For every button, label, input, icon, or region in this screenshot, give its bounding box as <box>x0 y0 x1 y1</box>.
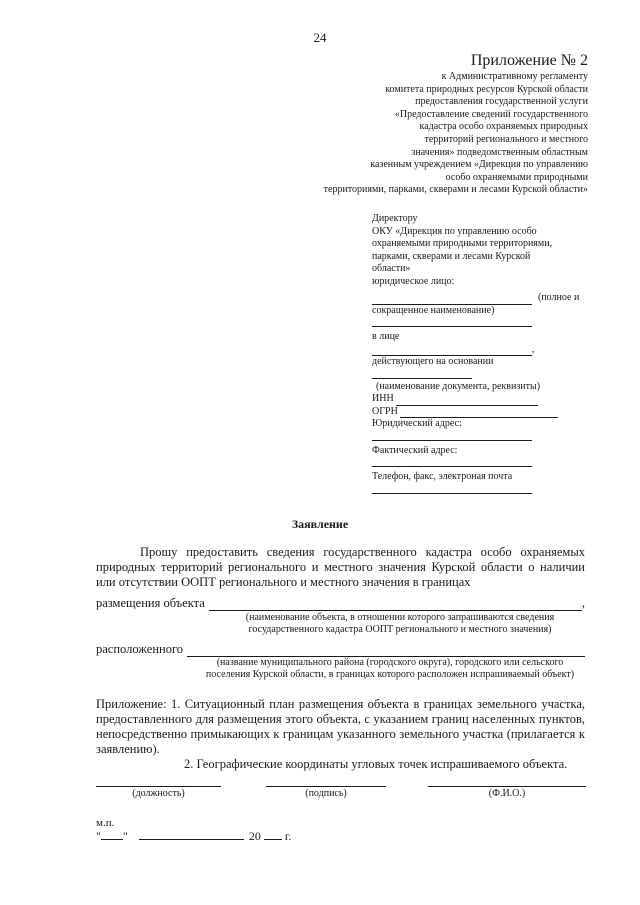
actual-address-label: Фактический адрес: <box>372 444 458 456</box>
represented-by-field[interactable] <box>372 344 597 357</box>
legal-entity-label: юридическое лицо: <box>372 275 455 287</box>
page-number: 24 <box>313 30 327 45</box>
fio-caption: (Ф.И.О.) <box>488 788 526 799</box>
inn-label: ИНН <box>372 393 394 404</box>
appendix-line: территориями, парками, скверами и лесами Курской области» <box>323 184 588 196</box>
appendix-line: территорий регионального и местного <box>424 133 588 145</box>
addressee-line: ОКУ «Дирекция по управлению особо <box>372 225 537 237</box>
contacts-blank[interactable] <box>372 493 532 494</box>
full-name-blank[interactable] <box>372 295 532 305</box>
legal-address-label: Юридический адрес: <box>372 418 462 429</box>
inn-blank[interactable] <box>396 395 538 406</box>
full-name-hint: (полное и <box>538 292 580 303</box>
appendix-line: предоставления государственной услуги <box>415 96 588 108</box>
fio-signature-line[interactable] <box>428 786 586 787</box>
year-suffix: г. <box>284 829 292 843</box>
attachment-2: 2. Географические координаты угловых точек испрашиваемого объекта. <box>184 757 568 771</box>
sign-caption: (подпись) <box>305 788 347 799</box>
ogrn-label: ОГРН <box>372 405 398 417</box>
date-field[interactable] <box>96 829 291 844</box>
inn-field[interactable] <box>372 393 597 406</box>
appendix-reference <box>258 71 588 197</box>
addressee-line: области» <box>372 263 411 274</box>
location-blank[interactable] <box>187 645 585 657</box>
month-blank[interactable] <box>139 829 244 840</box>
full-name-field[interactable] <box>372 292 597 305</box>
statement-title: Заявление <box>291 517 349 531</box>
appendix-line: значения» подведомственным областным <box>411 146 588 158</box>
day-blank[interactable] <box>101 829 123 840</box>
addressee-line: охраняемыми природными территориями, <box>372 238 553 249</box>
object-hint-line: (наименование объекта, в отношении которого запрашиваются сведения <box>245 612 555 623</box>
quote-close: " <box>122 829 128 843</box>
short-name-hint: сокращенное наименование) <box>372 304 495 316</box>
document-hint: (наименование документа, реквизиты) <box>376 380 541 392</box>
location-hint-line: поселения Курской области, в границах которого расположен испрашиваемый объект) <box>205 669 575 680</box>
object-blank[interactable] <box>209 599 582 611</box>
comma: , <box>581 596 585 610</box>
location-hint-line: (название муниципального района (городского округа), городского или сельского <box>216 657 564 668</box>
comma: , <box>532 343 535 355</box>
year-blank[interactable] <box>264 829 282 840</box>
contacts-label: Телефон, факс, электроная почта <box>372 471 513 482</box>
appendix-title: Приложение № 2 <box>470 52 588 69</box>
sign-signature-line[interactable] <box>266 786 386 787</box>
addressee-line: Директору <box>372 213 418 224</box>
ogrn-blank[interactable] <box>400 407 558 418</box>
represented-by-label: в лице <box>372 331 400 342</box>
object-label: размещения объекта <box>96 596 205 610</box>
position-signature-line[interactable] <box>96 786 221 787</box>
basis-document-blank[interactable] <box>372 378 472 379</box>
appendix-line: «Предоставление сведений государственного <box>394 108 588 120</box>
appendix-line: кадастра особо охраняемых природных <box>419 121 588 133</box>
legal-address-blank[interactable] <box>372 440 532 441</box>
object-hint <box>215 612 585 636</box>
acting-on-basis-label: действующего на основании <box>372 356 494 367</box>
stamp-label: м.п. <box>96 817 115 829</box>
location-field[interactable] <box>96 642 585 657</box>
name-continuation-blank[interactable] <box>372 326 532 327</box>
appendix-line: казенным учреждением «Дирекция по управлению <box>370 159 588 171</box>
addressee-block <box>372 213 597 496</box>
actual-address-blank[interactable] <box>372 466 532 467</box>
year-prefix: 20 <box>248 829 261 843</box>
location-hint <box>190 657 590 681</box>
represented-by-blank[interactable] <box>372 346 532 356</box>
ogrn-field[interactable] <box>372 406 597 419</box>
appendix-line: особо охраняемыми природными <box>445 171 588 183</box>
located-label: расположенного <box>96 642 184 656</box>
object-hint-line: государственного кадастра ООПТ регионального и местного значения) <box>248 624 552 635</box>
quote-open: " <box>96 829 101 843</box>
appendix-line: к Административному регламенту <box>441 71 588 82</box>
position-caption: (должность) <box>132 788 185 799</box>
appendix-line: комитета природных ресурсов Курской области <box>385 83 588 95</box>
statement-request: Прошу предоставить сведения государственного кадастра особо охраняемых природных территорий регионального и местного значения Курской области о наличии или отсутствии ООПТ регионального и местного значения в границах <box>96 545 585 589</box>
addressee-line: парками, скверами и лесами Курской <box>372 250 531 262</box>
object-field[interactable] <box>96 596 585 611</box>
attachment-1: Приложение: 1. Ситуационный план размещения объекта в границах земельного участка, предоставленного для размещения этого объекта, с указанием границ населенных пунктов, непосредственно примыкающих к границам указанного земельного участка (прилагается к заявлению). <box>96 697 585 756</box>
